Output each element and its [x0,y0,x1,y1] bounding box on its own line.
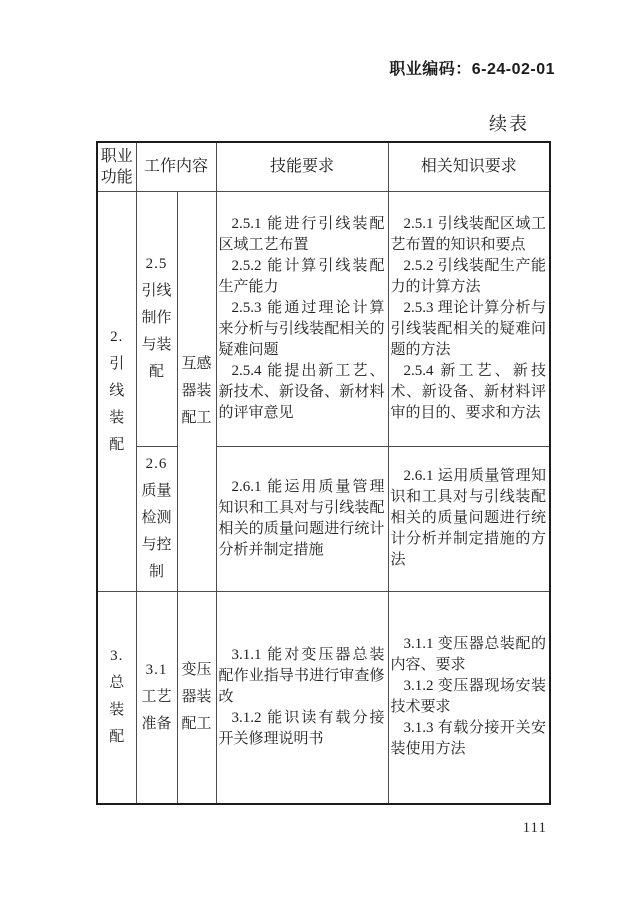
knowledge-item: 2.6.1 运用质量管理知识和工具对与引线装配相关的质量问题进行统计分析并制定措施的方法 [390,468,547,568]
knowledge-item: 3.1.2 变压器现场安装技术要求 [390,678,547,716]
knowledge-requirements-cell-2-6 [388,446,550,591]
skill-item: 3.1.2 能识读有载分接开关修理说明书 [218,709,385,747]
function-number: 2. [110,328,124,345]
knowledge-item: 2.5.3 理论计算分析与引线装配相关的疑难问题的方法 [390,299,547,358]
table-row-3-1 [97,591,550,804]
function-name: 总装配 [109,675,125,746]
skill-item: 2.5.4 能提出新工艺、新技术、新设备、新材料的评审意见 [218,362,385,421]
header-work-content: 工作内容 [136,142,216,191]
worker-type-cell-transformer-instrument [177,191,216,591]
function-cell-general-assembly [97,591,136,804]
work-content-cell-2-5 [136,191,177,446]
occupation-code-label: 职业编码：6-24-02-01 [389,61,555,78]
header-skill-requirements: 技能要求 [216,142,388,191]
work-number: 3.1 [145,661,168,678]
work-content-cell-3-1 [136,591,177,804]
work-name: 质量检测与控制 [141,483,172,580]
skill-requirements-cell-2-6 [216,446,388,591]
table-row-2-6 [97,446,550,591]
header-occupational-function-text: 职业功能 [100,147,133,186]
skill-item: 2.6.1 能运用质量管理知识和工具对与引线装配相关的质量问题进行统计分析并制定措施 [218,478,385,558]
skill-item: 2.5.2 能计算引线装配生产能力 [218,257,385,295]
worker-type-name: 互感器装配工 [181,355,212,426]
skill-item: 2.5.1 能进行引线装配区域工艺布置 [218,215,385,253]
skill-item: 3.1.1 能对变压器总装配作业指导书进行审查修改 [218,646,385,705]
table-row-2-5 [97,191,550,446]
header-occupational-function [97,142,136,191]
function-number: 3. [110,648,124,665]
continued-table-label: 续表 [489,114,529,134]
knowledge-item: 2.5.4 新工艺、新技术、新设备、新材料评审的目的、要求和方法 [390,362,547,421]
knowledge-requirements-cell-2-5 [388,191,550,446]
skill-item: 2.5.3 能通过理论计算来分析与引线装配相关的疑难问题 [218,299,385,358]
knowledge-item: 3.1.1 变压器总装配的内容、要求 [390,636,547,674]
skill-requirements-cell-2-5 [216,191,388,446]
occupational-standard-table [96,141,551,805]
knowledge-requirements-cell-3-1 [388,591,550,804]
knowledge-item: 2.5.2 引线装配生产能力的计算方法 [390,257,547,295]
page-number: 111 [522,820,547,836]
worker-type-cell-transformer-assembler [177,591,216,804]
work-name: 引线制作与装配 [141,283,172,380]
function-cell-wire-assembly [97,191,136,591]
header-knowledge-requirements: 相关知识要求 [388,142,550,191]
function-name: 引线装配 [109,355,125,453]
knowledge-item: 3.1.3 有载分接开关安装使用方法 [390,720,547,758]
knowledge-item: 2.5.1 引线装配区域工艺布置的知识和要点 [390,215,547,253]
worker-type-name: 变压器装配工 [181,661,212,732]
work-number: 2.5 [145,256,168,272]
table-header-row [97,142,550,191]
work-content-cell-2-6 [136,446,177,591]
work-number: 2.6 [145,456,168,472]
work-name: 工艺准备 [141,688,172,732]
skill-requirements-cell-3-1 [216,591,388,804]
